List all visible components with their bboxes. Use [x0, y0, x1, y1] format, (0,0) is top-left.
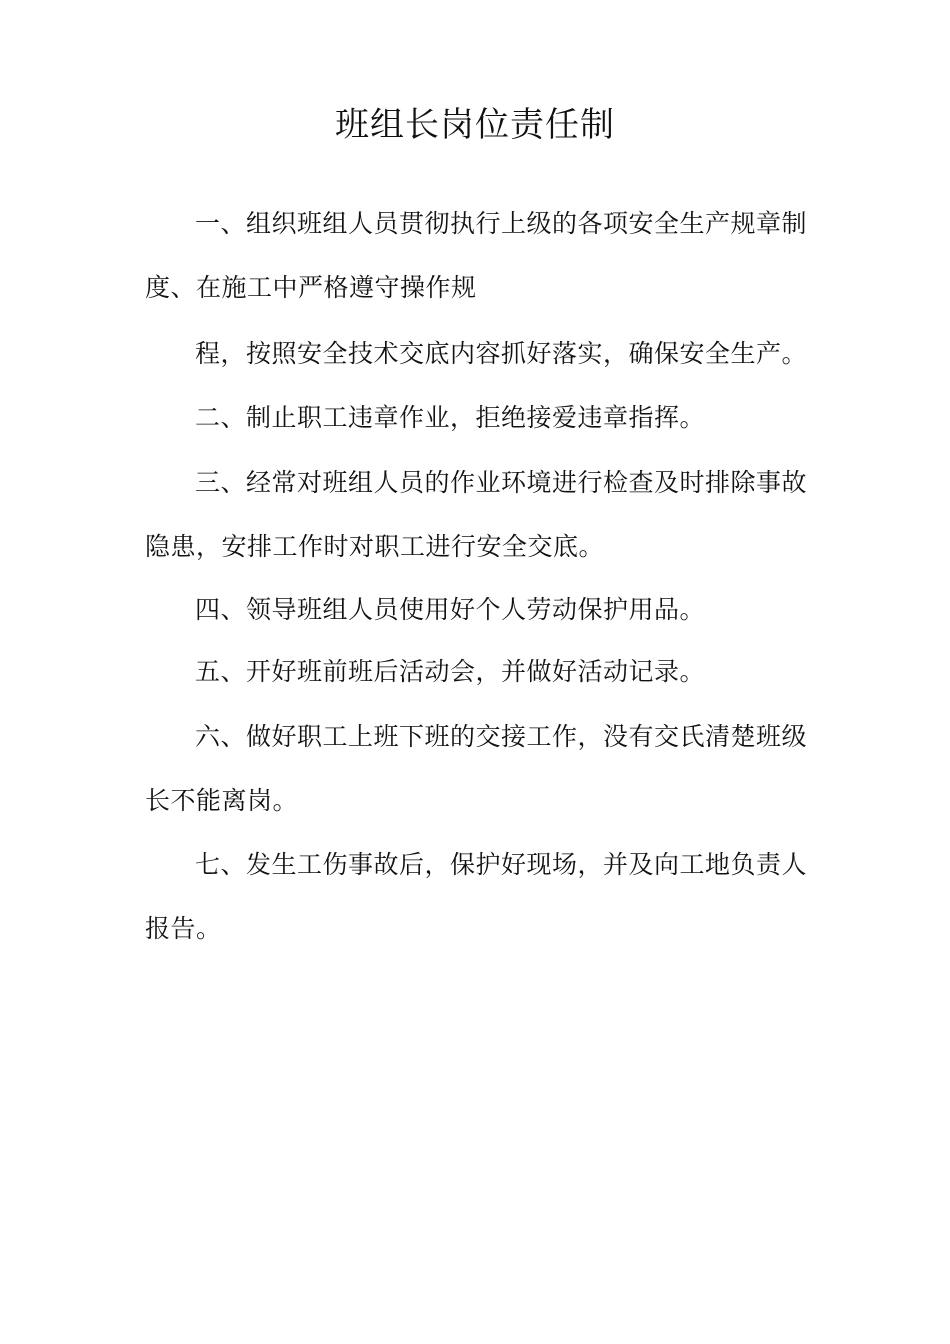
clause-7-line-1: 七、发生工伤事故后，保护好现场，并及向工地负责人: [195, 850, 808, 879]
clause-1-line-3: 程，按照安全技术交底内容抓好落实，确保安全生产。: [195, 339, 808, 368]
clause-7-line-2: 报告。: [145, 914, 222, 943]
page-title: 班组长岗位责任制: [335, 105, 615, 145]
clause-6-line-1: 六、做好职工上班下班的交接工作，没有交氏清楚班级: [195, 722, 808, 751]
clause-1-line-2: 度、在施工中严格遵守操作规: [145, 273, 477, 302]
clause-3-line-1: 三、经常对班组人员的作业环境进行检查及时排除事故: [195, 468, 808, 497]
clause-6-line-2: 长不能离岗。: [145, 786, 299, 815]
clause-2-line-1: 二、制止职工违章作业，拒绝接爱违章指挥。: [195, 403, 706, 432]
clause-3-line-2: 隐患，安排工作时对职工进行安全交底。: [145, 532, 605, 561]
clause-1-line-1: 一、组织班组人员贯彻执行上级的各项安全生产规章制: [195, 209, 808, 238]
clause-4-line-1: 四、领导班组人员使用好个人劳动保护用品。: [195, 595, 706, 624]
clause-5-line-1: 五、开好班前班后活动会，并做好活动记录。: [195, 657, 706, 686]
